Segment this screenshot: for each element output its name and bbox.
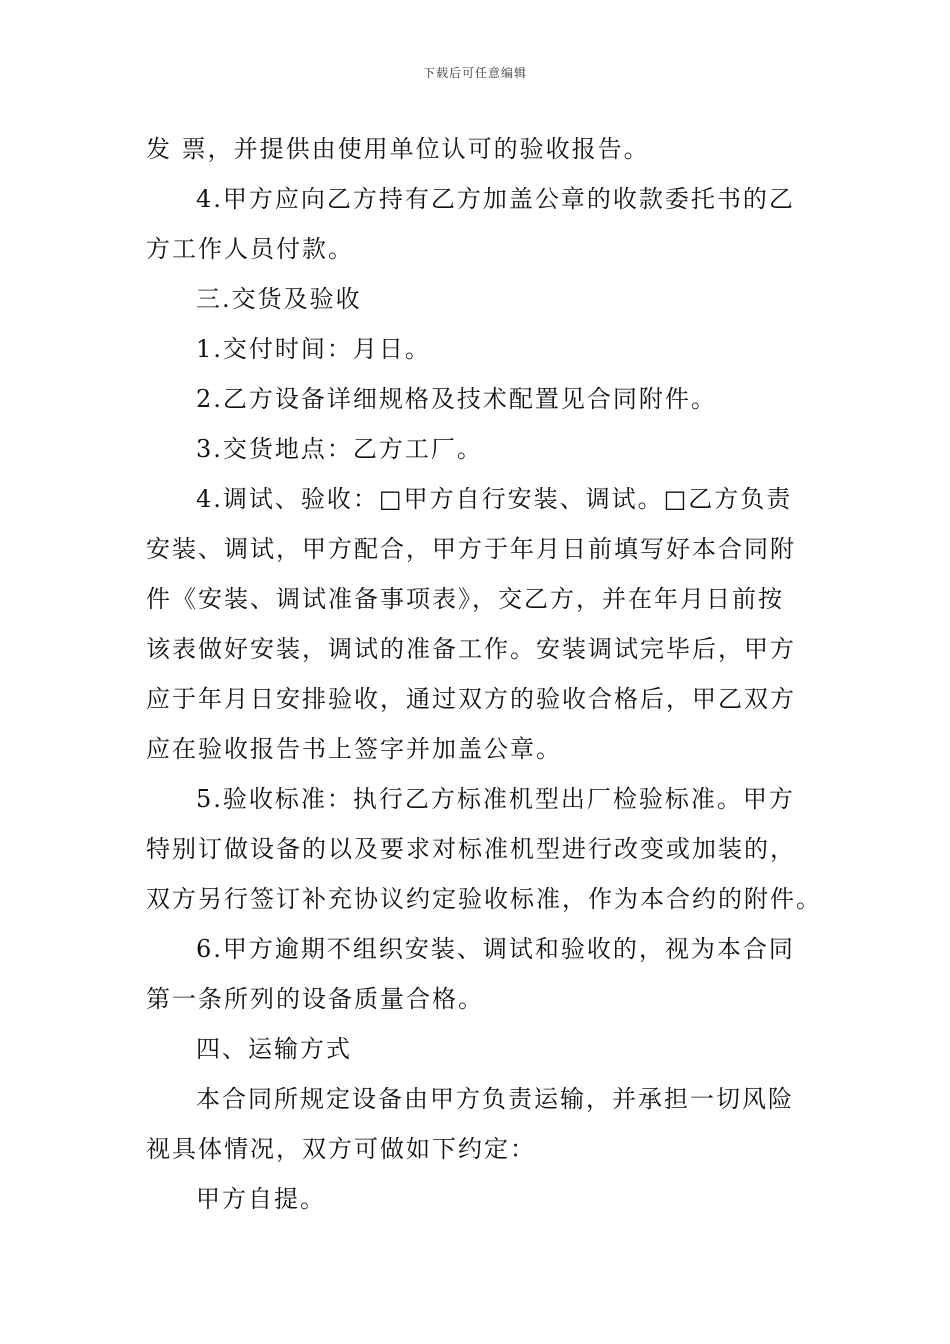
- paragraph-line: 本合同所规定设备由甲方负责运输，并承担一切风险: [196, 1085, 794, 1113]
- paragraph-line: 甲方自提。: [196, 1185, 326, 1213]
- paragraph-line: 该表做好安装，调试的准备工作。安装调试完毕后，甲方: [146, 635, 796, 663]
- paragraph-line: 发 票，并提供由使用单位认可的验收报告。: [146, 135, 650, 163]
- paragraph-line: 2.乙方设备详细规格及技术配置见合同附件。: [196, 385, 717, 413]
- paragraph-line: 6.甲方逾期不组织安装、调试和验收的，视为本合同: [196, 935, 795, 963]
- paragraph-line: 方工作人员付款。: [146, 235, 354, 263]
- paragraph-line: 4.甲方应向乙方持有乙方加盖公章的收款委托书的乙: [196, 185, 795, 213]
- paragraph-line: 件《安装、调试准备事项表》，交乙方，并在年月日前按: [146, 585, 784, 613]
- paragraph-line: 特别订做设备的以及要求对标准机型进行改变或加装的，: [146, 835, 796, 863]
- paragraph-line: 应在验收报告书上签字并加盖公章。: [146, 735, 562, 763]
- paragraph-line: 视具体情况，双方可做如下约定：: [146, 1135, 536, 1163]
- paragraph-line: 第一条所列的设备质量合格。: [146, 985, 484, 1013]
- paragraph-line: 1.交付时间：月日。: [196, 335, 431, 363]
- paragraph-line: 双方另行签订补充协议约定验收标准，作为本合约的附件。: [146, 885, 822, 913]
- paragraph-line: 3.交货地点：乙方工厂。: [196, 435, 483, 463]
- page-header-note: 下载后可任意编辑: [422, 66, 527, 80]
- section-heading: 四、运输方式: [196, 1035, 352, 1063]
- paragraph-line: 安装、调试，甲方配合，甲方于年月日前填写好本合同附: [146, 535, 796, 563]
- paragraph-line: 5.验收标准：执行乙方标准机型出厂检验标准。甲方: [196, 785, 795, 813]
- paragraph-line: 应于年月日安排验收，通过双方的验收合格后，甲乙双方: [146, 685, 796, 713]
- section-heading: 三.交货及验收: [196, 285, 362, 313]
- paragraph-line: 4.调试、验收：□甲方自行安装、调试。□乙方负责: [196, 485, 793, 513]
